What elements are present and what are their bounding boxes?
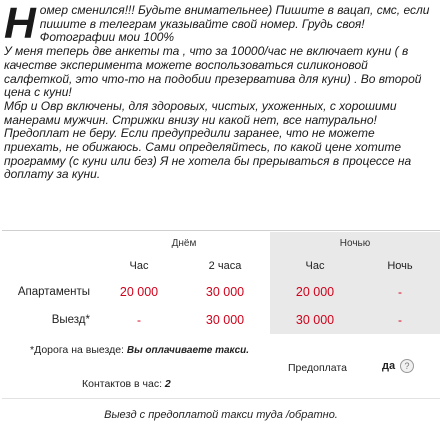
price-apartments-night-hour: 20 000 xyxy=(270,278,360,306)
row-label-outcall: Выезд* xyxy=(51,314,90,326)
price-outcall-hour: - xyxy=(137,313,141,327)
sub-header-corner xyxy=(2,254,98,278)
road-value: Вы оплачиваете такси. xyxy=(126,345,250,356)
extra-info xyxy=(2,342,440,396)
col-header-day-2hours: 2 часа xyxy=(208,260,242,272)
description-paragraph-4: Предоплат не беру. Если предупредили заранее, что не можете приехать, не обижаюсь. Сами определяйтесь, по какой цене хотите программу (с куни или без) Я не хотела бы прерываться в процессе на доплату за куни. xyxy=(4,126,412,182)
question-circle-icon[interactable]: ? xyxy=(400,359,414,373)
contacts-per-hour xyxy=(82,378,171,390)
price-table xyxy=(2,232,440,334)
col-header-day-hour: Час xyxy=(129,260,149,272)
contacts-value: 2 xyxy=(164,378,171,390)
description-paragraph-1: омер сменился!!! Будьте внимательнее) Пишите в вацап, смс, если пишите в телеграм указывайте свой номер. Грудь своя! Фотографии мои 100% xyxy=(39,3,430,45)
contacts-label: Контактов в час: xyxy=(82,378,162,390)
prepay-label: Предоплата xyxy=(288,362,347,374)
price-outcall-2hours: 30 000 xyxy=(205,313,245,327)
road-note xyxy=(30,344,270,357)
prepay-value: да xyxy=(382,360,396,372)
price-apartments-2hours: 30 000 xyxy=(205,285,245,299)
price-outcall-night-hour: 30 000 xyxy=(270,306,360,334)
dropcap-letter: Н xyxy=(4,0,36,48)
description-paragraph-3: Мбр и Овр включены, для здоровых, чистых, ухоженных, с хорошими манерами мужчин. Стрижки внизу ни какой нет, все натурально! xyxy=(4,98,397,127)
night-header: Ночью xyxy=(270,232,440,254)
col-header-night: Ночь xyxy=(360,254,440,278)
day-header: Днём xyxy=(171,237,197,249)
price-outcall-night: - xyxy=(360,306,440,334)
profile-description xyxy=(4,0,436,182)
price-apartments-night: - xyxy=(360,278,440,306)
col-header-night-hour: Час xyxy=(270,254,360,278)
footer-note: Выезд с предоплатой такси туда /обратно. xyxy=(2,398,440,433)
row-label-apartments: Апартаменты xyxy=(17,286,90,298)
description-paragraph-2: У меня теперь две анкеты та , что за 10000/час не включает куни ( в качестве эксперимента можете воспользоваться силиконовой салфеткой, это что-то на подобии презерватива для куни) . Во второй цена с куни! xyxy=(4,44,422,100)
road-label: *Дорога на выезде: xyxy=(30,344,124,356)
section-divider xyxy=(2,230,440,231)
price-apartments-hour: 20 000 xyxy=(119,285,159,299)
price-table-corner xyxy=(2,232,98,254)
